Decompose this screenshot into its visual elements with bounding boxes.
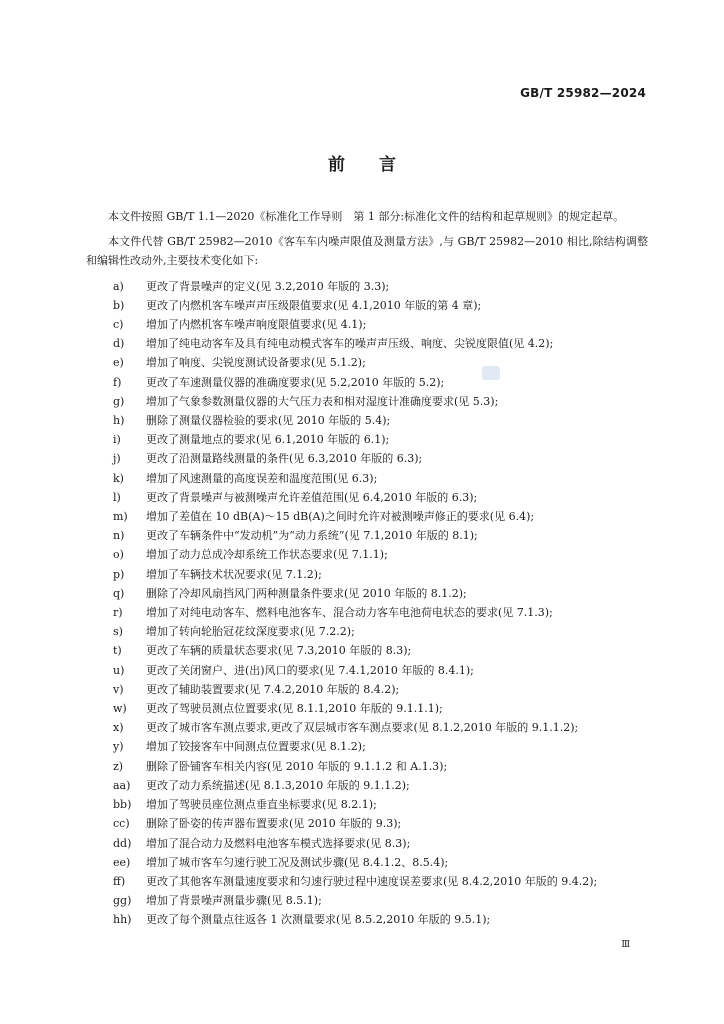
list-item-text: 增加了背景噪声测量步骤(见 8.5.1); bbox=[146, 894, 322, 908]
list-item bbox=[86, 392, 648, 411]
list-item-label: n) bbox=[113, 529, 125, 543]
list-item-label: w) bbox=[113, 702, 127, 716]
list-item-text: 删除了卧铺客车相关内容(见 2010 年版的 9.1.1.2 和 A.1.3); bbox=[146, 759, 448, 773]
list-item-text: 更改了内燃机客车噪声声压级限值要求(见 4.1,2010 年版的第 4 章); bbox=[146, 298, 482, 312]
list-item bbox=[86, 737, 648, 756]
list-item-text: 增加了动力总成冷却系统工作状态要求(见 7.1.1); bbox=[146, 548, 388, 562]
list-item bbox=[86, 469, 648, 488]
list-item bbox=[86, 584, 648, 603]
list-item-label: gg) bbox=[113, 894, 132, 908]
list-item bbox=[86, 603, 648, 622]
list-item-label: f) bbox=[113, 375, 122, 389]
list-item-text: 增加了差值在 10 dB(A)～15 dB(A)之间时允许对被测噪声修正的要求(见 6.4); bbox=[146, 510, 535, 524]
list-item-text: 增加了内燃机客车噪声响度限值要求(见 4.1); bbox=[146, 318, 367, 332]
list-item-text: 更改了其他客车测量速度要求和匀速行驶过程中速度误差要求(见 8.4.2,2010 年版的 9.4.2); bbox=[146, 874, 598, 888]
list-item-label: z) bbox=[113, 759, 124, 773]
list-item bbox=[86, 526, 648, 545]
list-item-text: 更改了车辆条件中“发动机”为“动力系统”(见 7.1,2010 年版的 8.1); bbox=[146, 529, 478, 543]
list-item-label: t) bbox=[113, 644, 122, 658]
change-list bbox=[86, 277, 648, 930]
list-item bbox=[86, 872, 648, 891]
list-item bbox=[86, 891, 648, 910]
list-item-text: 增加了气象参数测量仪器的大气压力表和相对湿度计准确度要求(见 5.3); bbox=[146, 394, 499, 408]
intro-paragraph: 本文件按照 GB/T 1.1—2020《标准化工作导则 第 1 部分:标准化文件的结构和起草规则》的规定起草。 bbox=[108, 210, 625, 223]
list-item bbox=[86, 334, 648, 353]
list-item-label: hh) bbox=[113, 913, 132, 927]
list-item-label: h) bbox=[113, 414, 125, 428]
page-title: 前言 bbox=[328, 155, 430, 175]
list-item-text: 增加了对纯电动客车、燃料电池客车、混合动力客车电池荷电状态的要求(见 7.1.3); bbox=[146, 606, 553, 620]
list-item bbox=[86, 449, 648, 468]
list-item-label: k) bbox=[113, 471, 124, 485]
list-item-text: 增加了驾驶员座位测点垂直坐标要求(见 8.2.1); bbox=[146, 798, 377, 812]
document-body bbox=[86, 207, 648, 930]
list-item-text: 增加了转向轮胎冠花纹深度要求(见 7.2.2); bbox=[146, 625, 355, 639]
list-item-label: c) bbox=[113, 318, 124, 332]
list-item-text: 更改了测量地点的要求(见 6.1,2010 年版的 6.1); bbox=[146, 433, 390, 447]
list-item bbox=[86, 814, 648, 833]
list-item bbox=[86, 795, 648, 814]
list-item-text: 更改了动力系统描述(见 8.1.3,2010 年版的 9.1.1.2); bbox=[146, 778, 410, 792]
list-item-label: y) bbox=[113, 740, 124, 754]
list-item-text: 增加了城市客车匀速行驶工况及测试步骤(见 8.4.1.2、8.5.4); bbox=[146, 855, 449, 869]
list-item bbox=[86, 622, 648, 641]
list-item-text: 增加了车辆技术状况要求(见 7.1.2); bbox=[146, 567, 322, 581]
list-item bbox=[86, 353, 648, 372]
list-item-label: bb) bbox=[113, 798, 132, 812]
list-item bbox=[86, 757, 648, 776]
list-item-label: x) bbox=[113, 721, 124, 735]
list-item-text: 更改了驾驶员测点位置要求(见 8.1.1,2010 年版的 9.1.1.1); bbox=[146, 702, 443, 716]
list-item-label: m) bbox=[113, 510, 128, 524]
list-item-label: q) bbox=[113, 586, 125, 600]
list-item-text: 增加了风速测量的高度误差和温度范围(见 6.3); bbox=[146, 471, 378, 485]
list-item-text: 更改了沿测量路线测量的条件(见 6.3,2010 年版的 6.3); bbox=[146, 452, 423, 466]
list-item-label: v) bbox=[113, 682, 124, 696]
list-item-label: e) bbox=[113, 356, 124, 370]
list-item bbox=[86, 430, 648, 449]
intro-paragraph: 本文件代替 GB/T 25982—2010《客车车内噪声限值及测量方法》,与 GB/T 25982—2010 相比,除结构调整和编辑性改动外,主要技术变化如下: bbox=[86, 235, 648, 268]
list-item-text: 增加了铰接客车中间测点位置要求(见 8.1.2); bbox=[146, 740, 366, 754]
list-item-text: 增加了混合动力及燃料电池客车模式选择要求(见 8.3); bbox=[146, 836, 411, 850]
list-item-label: b) bbox=[113, 298, 125, 312]
list-item-label: r) bbox=[113, 606, 123, 620]
list-item bbox=[86, 545, 648, 564]
list-item-text: 更改了辅助装置要求(见 7.4.2,2010 年版的 8.4.2); bbox=[146, 682, 400, 696]
list-item bbox=[86, 776, 648, 795]
list-item-label: dd) bbox=[113, 836, 132, 850]
list-item bbox=[86, 277, 648, 296]
list-item bbox=[86, 373, 648, 392]
list-item-text: 更改了车速测量仪器的准确度要求(见 5.2,2010 年版的 5.2); bbox=[146, 375, 445, 389]
list-item-text: 更改了背景噪声与被测噪声允许差值范围(见 6.4,2010 年版的 6.3); bbox=[146, 490, 478, 504]
list-item-text: 更改了城市客车测点要求,更改了双层城市客车测点要求(见 8.1.2,2010 年版的 9.1.1.2); bbox=[146, 721, 579, 735]
list-item-label: i) bbox=[113, 433, 121, 447]
list-item-label: d) bbox=[113, 337, 125, 351]
list-item bbox=[86, 910, 648, 929]
list-item bbox=[86, 507, 648, 526]
list-item bbox=[86, 834, 648, 853]
list-item-label: cc) bbox=[113, 817, 130, 831]
list-item bbox=[86, 680, 648, 699]
list-item bbox=[86, 565, 648, 584]
list-item-text: 更改了车辆的质量状态要求(见 7.3,2010 年版的 8.3); bbox=[146, 644, 412, 658]
list-item-label: g) bbox=[113, 394, 125, 408]
list-item-text: 增加了纯电动客车及具有纯电动模式客车的噪声声压级、响度、尖锐度限值(见 4.2); bbox=[146, 337, 554, 351]
page-number: Ⅲ bbox=[621, 940, 630, 950]
list-item-label: p) bbox=[113, 567, 125, 581]
list-item-label: s) bbox=[113, 625, 123, 639]
list-item-label: o) bbox=[113, 548, 124, 562]
list-item bbox=[86, 718, 648, 737]
list-item-text: 删除了冷却风扇挡风门两种测量条件要求(见 2010 年版的 8.1.2); bbox=[146, 586, 467, 600]
watermark-logo bbox=[482, 366, 500, 380]
list-item-text: 删除了测量仪器检验的要求(见 2010 年版的 5.4); bbox=[146, 414, 391, 428]
list-item bbox=[86, 296, 648, 315]
list-item bbox=[86, 699, 648, 718]
list-item bbox=[86, 641, 648, 660]
list-item bbox=[86, 661, 648, 680]
standard-code: GB/T 25982—2024 bbox=[520, 86, 646, 100]
list-item bbox=[86, 315, 648, 334]
list-item bbox=[86, 411, 648, 430]
list-item-label: ff) bbox=[113, 874, 126, 888]
list-item-label: a) bbox=[113, 279, 124, 293]
list-item bbox=[86, 488, 648, 507]
list-item-text: 更改了背景噪声的定义(见 3.2,2010 年版的 3.3); bbox=[146, 279, 390, 293]
list-item-text: 删除了卧姿的传声器布置要求(见 2010 年版的 9.3); bbox=[146, 817, 402, 831]
list-item-text: 增加了响度、尖锐度测试设备要求(见 5.1.2); bbox=[146, 356, 366, 370]
list-item-text: 更改了每个测量点往返各 1 次测量要求(见 8.5.2,2010 年版的 9.5.1); bbox=[146, 913, 491, 927]
list-item-label: ee) bbox=[113, 855, 131, 869]
list-item-label: l) bbox=[113, 490, 121, 504]
list-item-label: u) bbox=[113, 663, 125, 677]
list-item bbox=[86, 853, 648, 872]
list-item-text: 更改了关闭窗户、进(出)风口的要求(见 7.4.1,2010 年版的 8.4.1); bbox=[146, 663, 474, 677]
list-item-label: aa) bbox=[113, 778, 131, 792]
list-item-label: j) bbox=[113, 452, 121, 466]
